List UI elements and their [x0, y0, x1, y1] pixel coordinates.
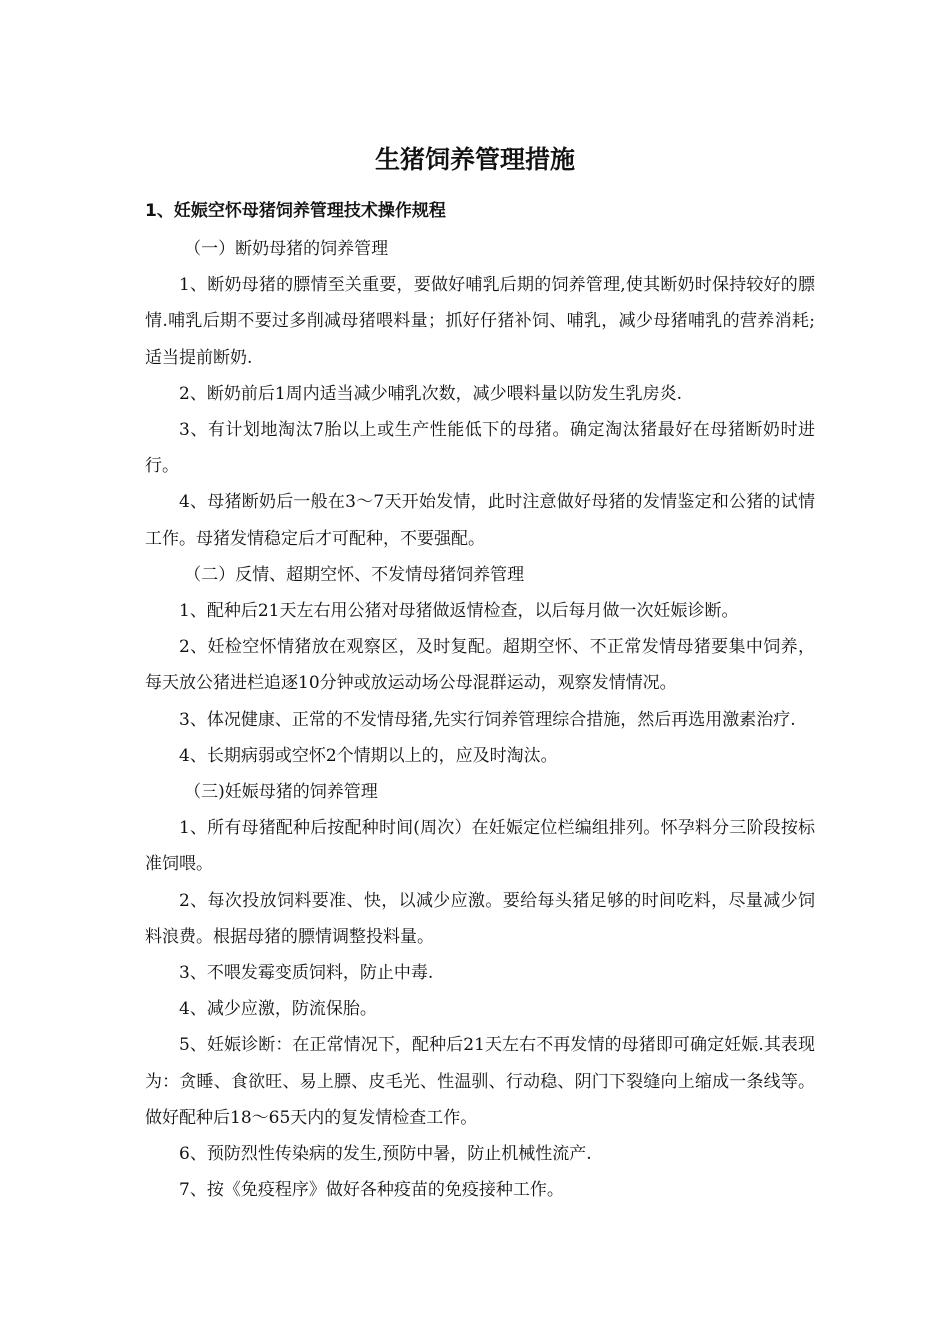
paragraph: 2、断奶前后1周内适当减少哺乳次数，减少喂料量以防发生乳房炎. — [179, 383, 683, 404]
paragraph: 7、按《免疫程序》做好各种疫苗的免疫接种工作。 — [179, 1180, 564, 1201]
paragraph: 1、断奶母猪的膘情至关重要，要做好哺乳后期的饲养管理,使其断奶时保持较好的膘情.哺乳后期不要过多削减母猪喂料量；抓好仔猪补饲、哺乳，减少母猪哺乳的营养消耗;适当提前断奶. — [145, 275, 815, 368]
paragraph: 2、每次投放饲料要准、快，以减少应激。要给每头猪足够的时间吃料，尽量减少饲料浪费。根据母猪的膘情调整投料量。 — [145, 890, 815, 947]
paragraph: 2、妊检空怀情猪放在观察区，及时复配。超期空怀、不正常发情母猪要集中饲养，每天放公猪进栏追逐10分钟或放运动场公母混群运动，观察发情情况。 — [145, 637, 815, 694]
paragraph: 6、预防烈性传染病的发生,预防中暑，防止机械性流产. — [179, 1144, 592, 1165]
paragraph: 3、不喂发霉变质饲料，防止中毒. — [179, 963, 434, 984]
subsection-heading: （三)妊娠母猪的饲养管理 — [184, 782, 378, 803]
paragraph: 3、有计划地淘汰7胎以上或生产性能低下的母猪。确定淘汰猪最好在母猪断奶时进行。 — [145, 420, 815, 477]
paragraph: 3、体况健康、正常的不发情母猪,先实行饲养管理综合措施，然后再选用激素治疗. — [179, 709, 796, 730]
paragraph: 1、所有母猪配种后按配种时间(周次）在妊娠定位栏编组排列。怀孕料分三阶段按标准饲喂。 — [145, 818, 815, 875]
paragraph: 5、妊娠诊断：在正常情况下，配种后21天左右不再发情的母猪即可确定妊娠.其表现为：贪睡、食欲旺、易上膘、皮毛光、性温驯、行动稳、阴门下裂缝向上缩成一条线等。做好配种后18～65天内的复发情检查工作。 — [145, 1035, 815, 1128]
document-title: 生猪饲养管理措施 — [374, 145, 575, 174]
paragraph: 4、减少应激，防流保胎。 — [179, 999, 377, 1020]
subsection-heading: （二）反情、超期空怀、不发情母猪饲养管理 — [184, 564, 525, 585]
section-heading: 1、妊娠空怀母猪饲养管理技术操作规程 — [145, 201, 446, 221]
document-body — [145, 231, 815, 1208]
paragraph: 4、母猪断奶后一般在3～7天开始发情，此时注意做好母猪的发情鉴定和公猪的试情工作。母猪发情稳定后才可配种，不要强配。 — [145, 492, 815, 549]
paragraph: 4、长期病弱或空怀2个情期以上的，应及时淘汰。 — [179, 745, 558, 766]
paragraph: 1、配种后21天左右用公猪对母猪做返情检查，以后每月做一次妊娠诊断。 — [179, 601, 739, 622]
subsection-heading: （一）断奶母猪的饲养管理 — [184, 239, 389, 259]
